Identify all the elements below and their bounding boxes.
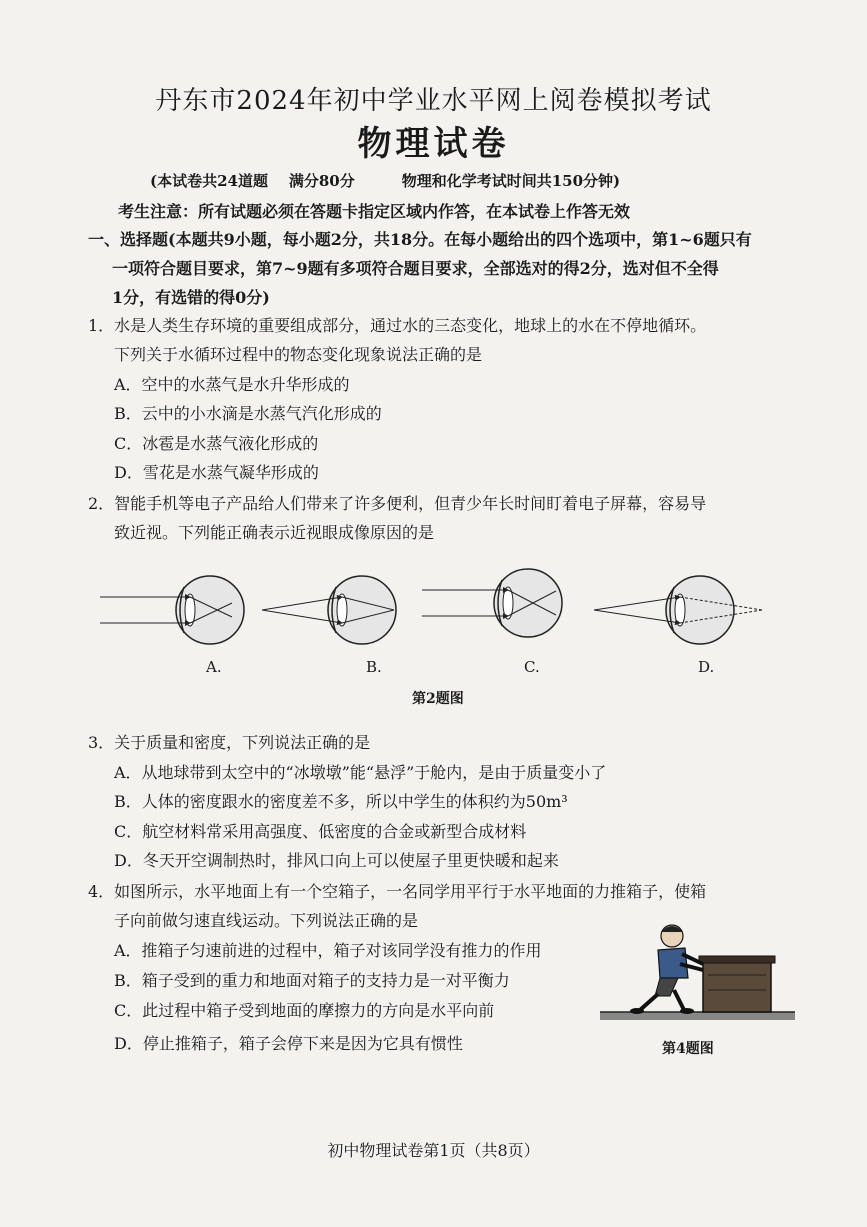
eye-diagram-b xyxy=(262,576,396,644)
pushing-box-illustration xyxy=(600,920,800,1030)
page-footer: 初中物理试卷第1页（共8页） xyxy=(327,1141,540,1160)
section-line-1: 一、选择题(本题共9小题，每小题2分，共18分。在每小题给出的四个选项中，第1~6题只有 xyxy=(88,230,752,249)
q3-option-b: B．人体的密度跟水的密度差不多，所以中学生的体积约为50m³ xyxy=(114,792,568,811)
exam-notice: 考生注意：所有试题必须在答题卡指定区域内作答，在本试卷上作答无效 xyxy=(118,202,631,221)
fig-label-d: D. xyxy=(698,658,715,676)
fig-label-b: B. xyxy=(366,658,382,676)
q4-option-b: B．箱子受到的重力和地面对箱子的支持力是一对平衡力 xyxy=(114,971,510,990)
section-line-2: 一项符合题目要求，第7~9题有多项符合题目要求，全部选对的得2分，选对但不全得 xyxy=(112,259,719,278)
figure-4-caption: 第4题图 xyxy=(662,1041,714,1057)
exam-info: (本试卷共24道题 满分80分 物理和化学考试时间共150分钟) xyxy=(150,172,621,190)
eye-diagram-d xyxy=(594,576,762,644)
q1-option-a: A．空中的水蒸气是水升华形成的 xyxy=(114,375,350,394)
question-4-stem: 4．如图所示，水平地面上有一个空箱子，一名同学用平行于水平地面的力推箱子，使箱 子向前做匀速直线运动。下列说法正确的是 xyxy=(88,882,707,930)
fig-label-c: C. xyxy=(524,658,540,676)
subject-title: 物理试卷 xyxy=(357,124,510,164)
question-2-stem: 2．智能手机等电子产品给人们带来了许多便利，但青少年长时间盯着电子屏幕，容易导 致近视。下列能正确表示近视眼成像原因的是 xyxy=(88,494,707,542)
question-1-stem: 1．水是人类生存环境的重要组成部分，通过水的三态变化，地球上的水在不停地循环。 下列关于水循环过程中的物态变化现象说法正确的是 xyxy=(88,316,707,364)
q3-option-c: C．航空材料常采用高强度、低密度的合金或新型合成材料 xyxy=(114,822,527,841)
question-3-stem: 3．关于质量和密度，下列说法正确的是 xyxy=(88,733,371,752)
fig-label-a: A. xyxy=(206,658,222,676)
figure-2-caption: 第2题图 xyxy=(412,691,464,707)
q3-option-a: A．从地球带到太空中的“冰墩墩”能“悬浮”于舱内，是由于质量变小了 xyxy=(114,763,607,782)
section-instructions xyxy=(88,225,788,312)
eye-diagram-c xyxy=(422,569,562,637)
q1-option-c: C．冰雹是水蒸气液化形成的 xyxy=(114,434,319,453)
q4-option-a: A．推箱子匀速前进的过程中，箱子对该同学没有推力的作用 xyxy=(114,941,542,960)
exam-title: 丹东市2024年初中学业水平网上阅卷模拟考试 xyxy=(155,86,712,116)
q3-option-d: D．冬天开空调制热时，排风口向上可以使屋子里更快暖和起来 xyxy=(114,851,559,870)
eye-diagrams xyxy=(0,565,867,685)
eye-diagram-a xyxy=(100,576,244,644)
section-line-3: 1分，有选错的得0分) xyxy=(112,288,270,307)
q1-option-b: B．云中的小水滴是水蒸气汽化形成的 xyxy=(114,404,382,423)
q1-option-d: D．雪花是水蒸气凝华形成的 xyxy=(114,463,319,482)
q4-option-c: C．此过程中箱子受到地面的摩擦力的方向是水平向前 xyxy=(114,1001,495,1020)
q4-option-d: D．停止推箱子，箱子会停下来是因为它具有惯性 xyxy=(114,1034,463,1053)
